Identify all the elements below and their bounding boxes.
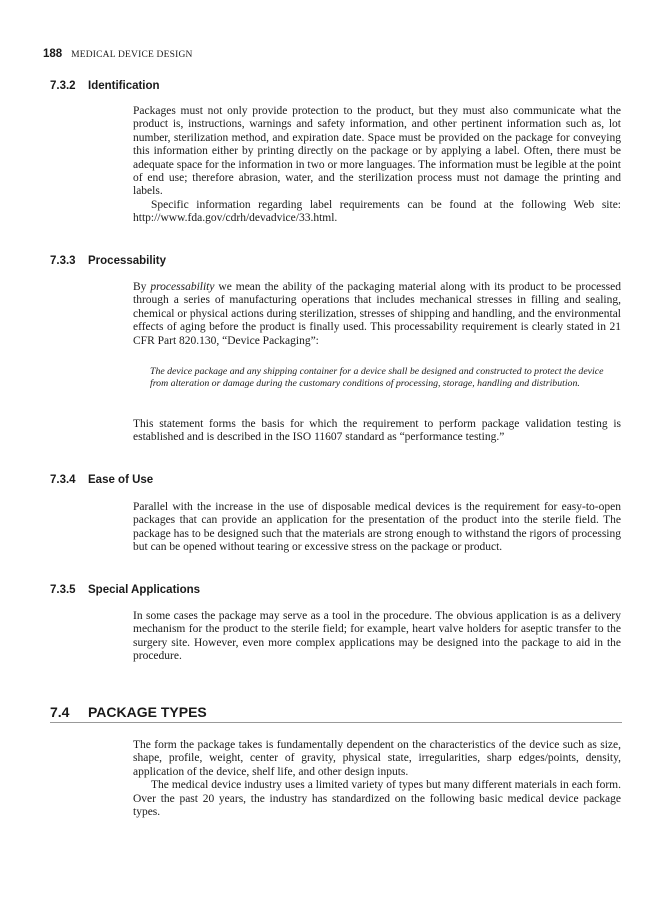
section-title: PACKAGE TYPES	[88, 704, 207, 720]
paragraph: Parallel with the increase in the use of disposable medical devices is the requirement for easy-to-open packages that can provide an application for the presentation of the product into the sterile field. The package has to be designed such that the materials are strong enough to withstand the rigors of processing but can be opened without tearing or excessive stress on the package or product.	[133, 501, 621, 554]
section-title: Identification	[88, 80, 160, 92]
block-quote: The device package and any shipping container for a device shall be designed and constructed to protect the device from alteration or damage during the customary conditions of processing, storage, handling and distribution.	[150, 366, 604, 390]
section-body-7-4	[133, 739, 621, 819]
paragraph: This statement forms the basis for which the requirement to perform package validation testing is established and is described in the ISO 11607 standard as “performance testing.”	[133, 418, 621, 444]
section-number: 7.3.2	[50, 80, 76, 92]
running-header	[43, 48, 193, 60]
section-heading-7-3-5	[50, 584, 200, 596]
paragraph-processability	[133, 281, 621, 348]
paragraph: In some cases the package may serve as a tool in the procedure. The obvious application is as a delivery mechanism for the product to the sterile field; for example, heart valve holders for aseptic transfer to the surgery site. However, even more complex applications may be designed into the package to aid in the procedure.	[133, 610, 621, 663]
section-heading-7-3-3	[50, 255, 166, 267]
paragraph: Specific information regarding label requirements can be found at the following Web site: http://www.fda.gov/cdrh/devadvice/33.html.	[133, 198, 621, 225]
section-number: 7.3.4	[50, 474, 76, 486]
section-number: 7.3.3	[50, 255, 76, 267]
running-title: MEDICAL DEVICE DESIGN	[71, 50, 193, 60]
section-title: Processability	[88, 255, 166, 267]
section-title: Special Applications	[88, 584, 201, 596]
section-body-7-3-2	[133, 105, 621, 226]
section-heading-7-4	[50, 704, 207, 720]
paragraph: The form the package takes is fundamentally dependent on the characteristics of the device such as size, shape, profile, weight, center of gravity, physical state, irregularities, sharp edges/points, density, application of the device, shelf life, and other design inputs.	[133, 739, 621, 778]
paragraph: The medical device industry uses a limited variety of types but many different materials in each form. Over the past 20 years, the industry has standardized on the following basic medical device package types.	[133, 779, 621, 819]
section-number: 7.4	[50, 704, 70, 720]
paragraph: Packages must not only provide protection to the product, but they must also communicate what the product is, instructions, warnings and safety information, and other pertinent information such as, lot number, sterilization method, and expiration date. Space must be provided on the package for conveying this information either by printing directly on the package or by applying a label. Often, there must be adequate space for the information in two or more languages. The information must be legible at the point of end use; therefore abrasion, water, and the sterilization process must not damage the printing and labels.	[133, 105, 621, 198]
page-number: 188	[43, 48, 63, 60]
term-processability: processability	[150, 281, 215, 293]
section-number: 7.3.5	[50, 584, 76, 596]
section-title: Ease of Use	[88, 474, 154, 486]
section-divider	[50, 722, 622, 723]
text-run: By	[133, 281, 151, 293]
section-heading-7-3-4	[50, 474, 153, 486]
section-heading-7-3-2	[50, 80, 160, 92]
text-run: we mean the ability of the packaging material along with its product to be processed through a series of manufacturing operations that includes mechanical stresses in filling and sealing, chemical or physical actions during sterilization, stresses of shipping and handling, and the environmental effects of aging before the product is finally used. This processability requirement is clearly stated in 21 CFR Part 820.130, “Device Packaging”:	[133, 281, 622, 347]
